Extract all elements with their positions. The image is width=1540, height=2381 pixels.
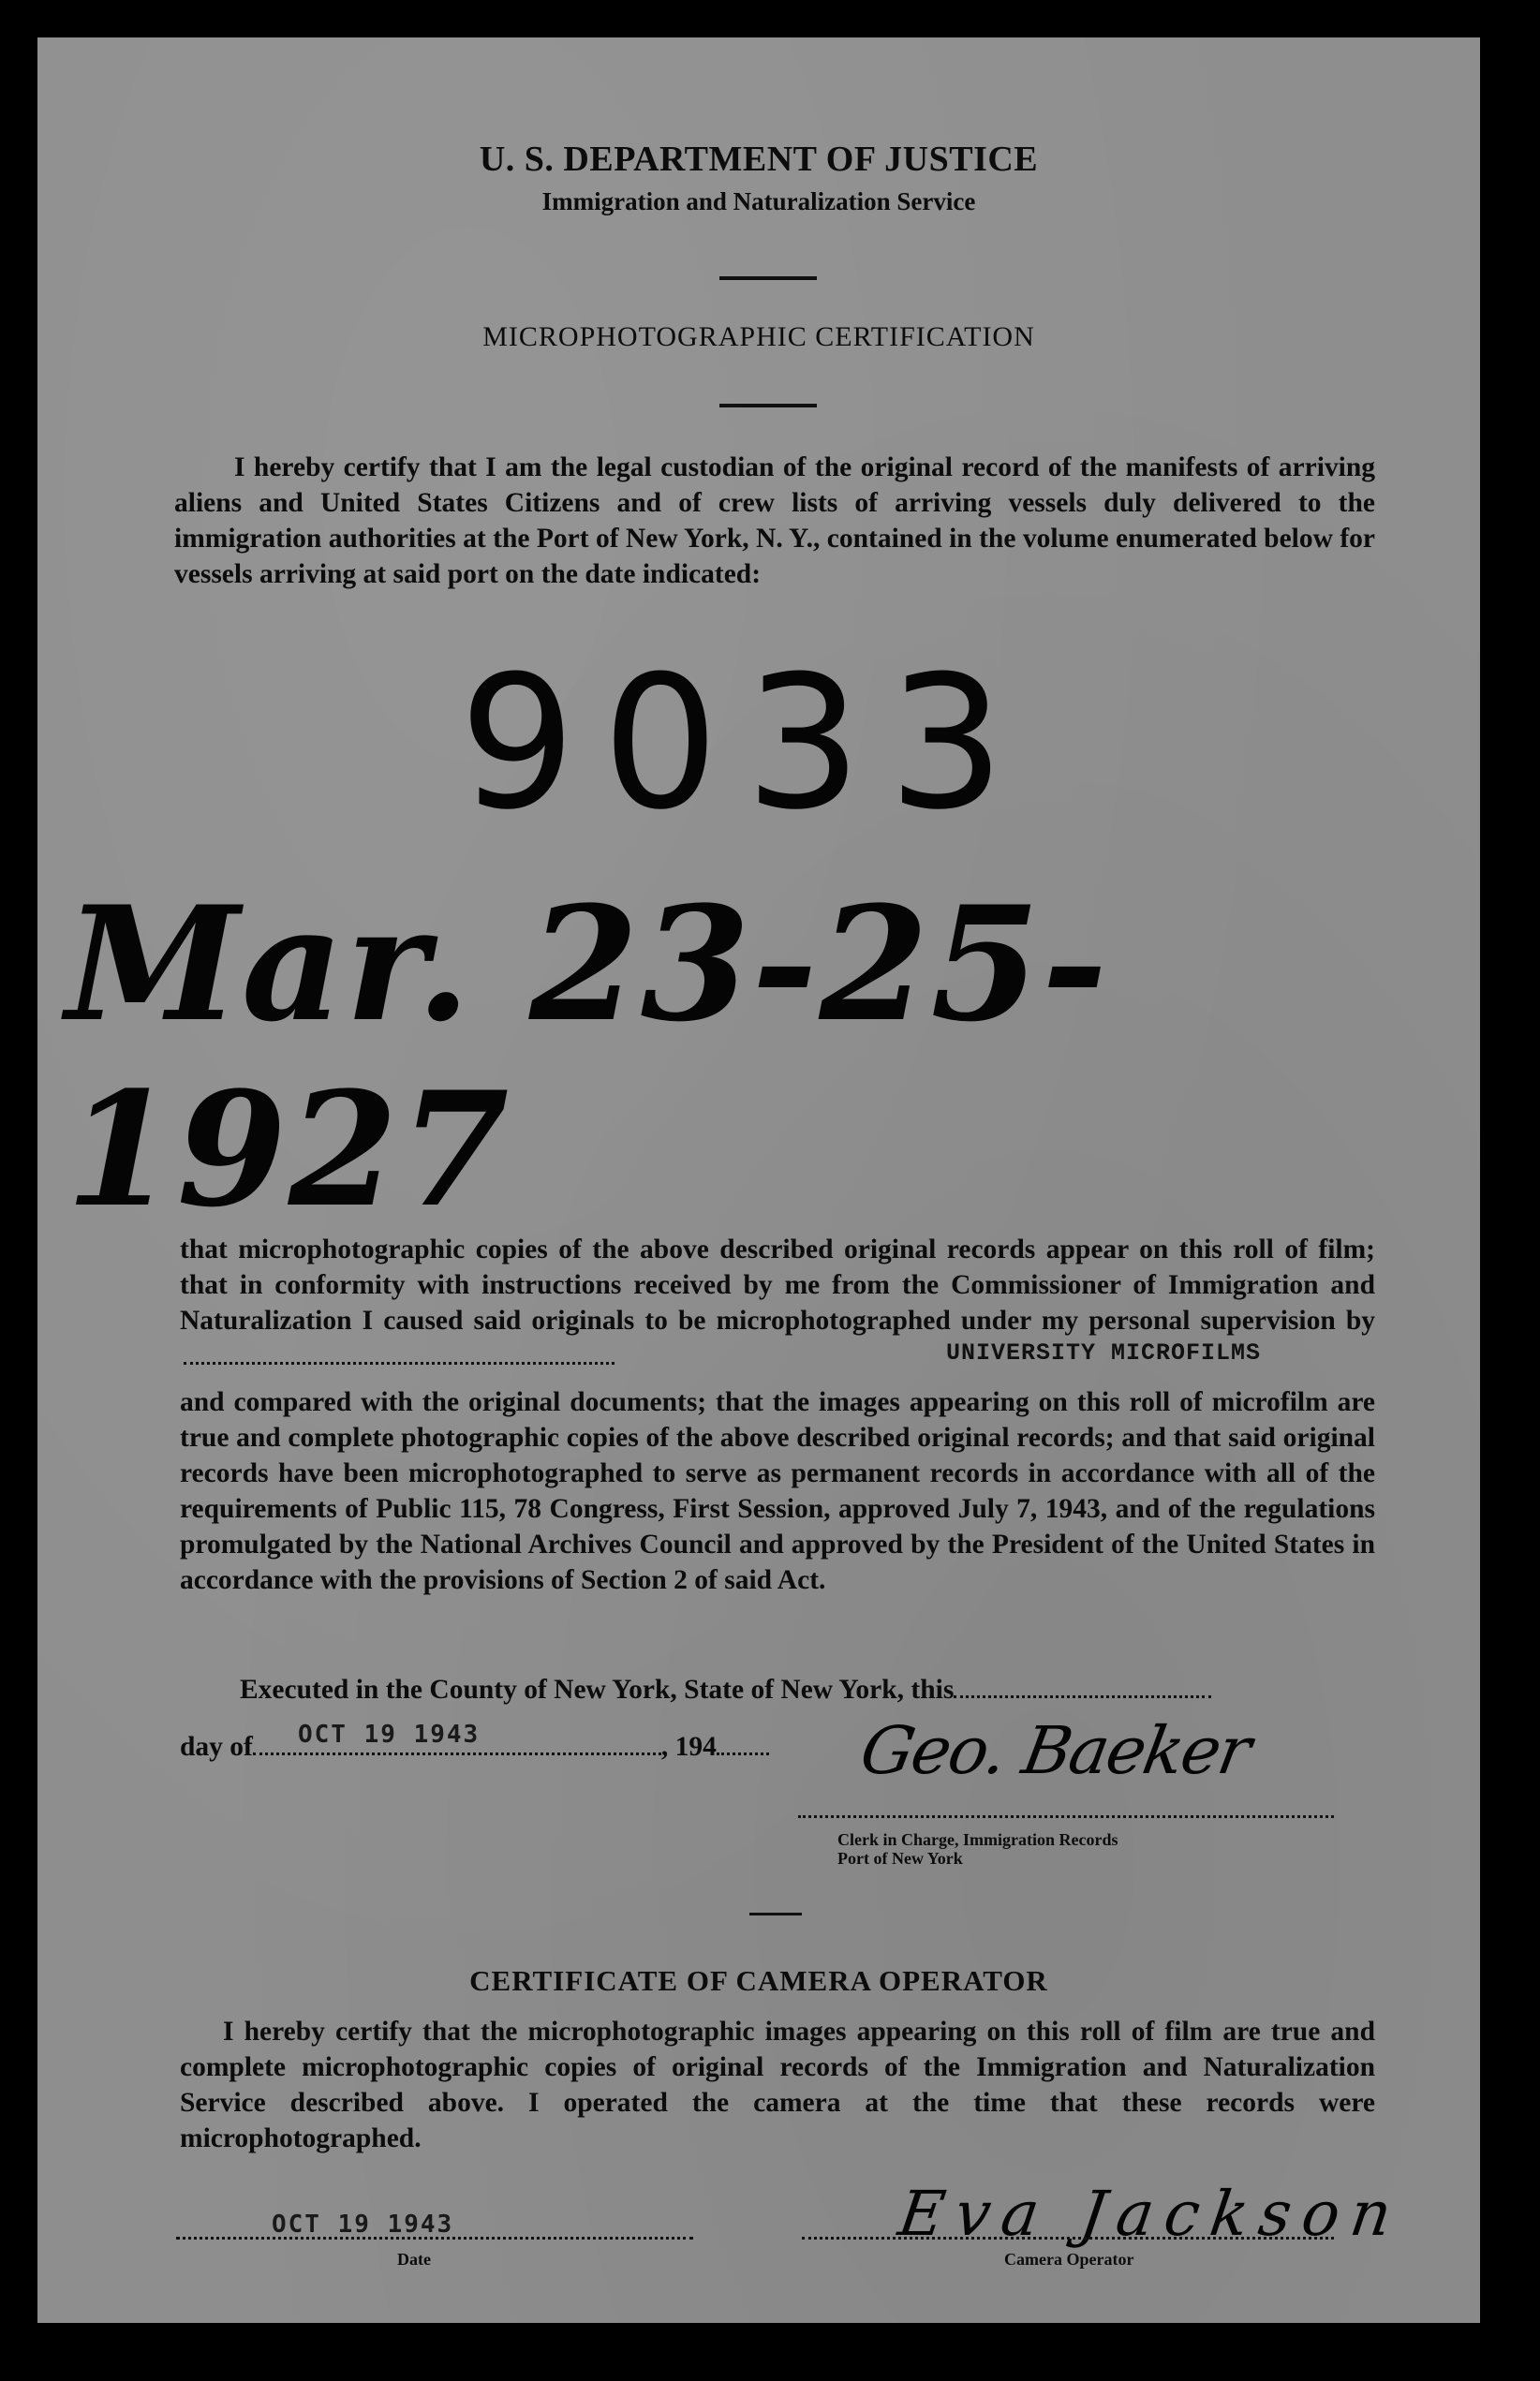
clerk-signature: Geo. Baeker: [854, 1712, 1255, 1789]
camera-operator-signature: Eva Jackson: [894, 2178, 1408, 2250]
clerk-title: Clerk in Charge, Immigration Records: [837, 1830, 1118, 1849]
department-heading: U. S. DEPARTMENT OF JUSTICE: [479, 140, 1039, 179]
camera-operator-label: Camera Operator: [1004, 2250, 1134, 2269]
certificate-page: [37, 37, 1480, 2323]
certification-intro: I hereby certify that I am the legal custodian of the original record of the manifests of arriving aliens and United States Citizens and of crew lists of arriving vessels duly delivered to the immigration authorities at the Port of New York, N. Y., contained in the volume enumerated below for vessels arriving at said port on the date indicated:: [174, 452, 1375, 589]
camera-date-stamp: OCT 19 1943: [272, 2211, 454, 2239]
service-subheading: Immigration and Naturalization Service: [541, 187, 976, 215]
divider: [719, 404, 817, 407]
day-of-line: day of , 194: [180, 1729, 892, 1765]
camera-certificate-title: CERTIFICATE OF CAMERA OPERATOR: [469, 1964, 1048, 1997]
camera-certificate-text: I hereby certify that the microphotographic images appearing on this roll of film are true and complete microphotographic copies of original records of the Immigration and Naturalization Service described above. I operated the camera at the time that these records were microphotographed.: [180, 2017, 1375, 2153]
certification-body-start: that microphotographic copies of the above described original records appear on this roll of film; that in conformity with instructions received by me from the Commissioner of Immigration and Naturalization I caused said originals to be microphotographed under my personal supervision by: [180, 1232, 1375, 1374]
signature-line: [798, 1815, 1334, 1818]
handwritten-volume-number: 9033: [459, 637, 1031, 850]
operator-signature-line: [802, 2237, 1334, 2240]
executed-line: Executed in the County of New York, State of New York, this: [240, 1672, 1375, 1708]
certification-body-end: and compared with the original documents; that the images appearing on this roll of microfilm are true and complete photographic copies of the above described original records; and that said original records have been microphotographed to serve as permanent records in accordance with all of the requirements of Public 115, 78 Congress, First Session, approved July 7, 1943, and of the regulations promulgated by the National Archives Council and approved by the President of the United States in accordance with the provisions of Section 2 of said Act.: [180, 1387, 1375, 1595]
clerk-office: Port of New York: [837, 1849, 963, 1868]
supervisor-line: [184, 1353, 615, 1365]
date-stamp: OCT 19 1943: [298, 1721, 481, 1749]
document-title: MICROPHOTOGRAPHIC CERTIFICATION: [482, 321, 1035, 352]
typed-company-name: UNIVERSITY MICROFILMS: [946, 1339, 1262, 1367]
date-label: Date: [397, 2250, 431, 2269]
handwritten-date-range: Mar. 23-25-1927: [66, 871, 1109, 1242]
divider: [719, 276, 817, 280]
divider: [749, 1913, 802, 1915]
